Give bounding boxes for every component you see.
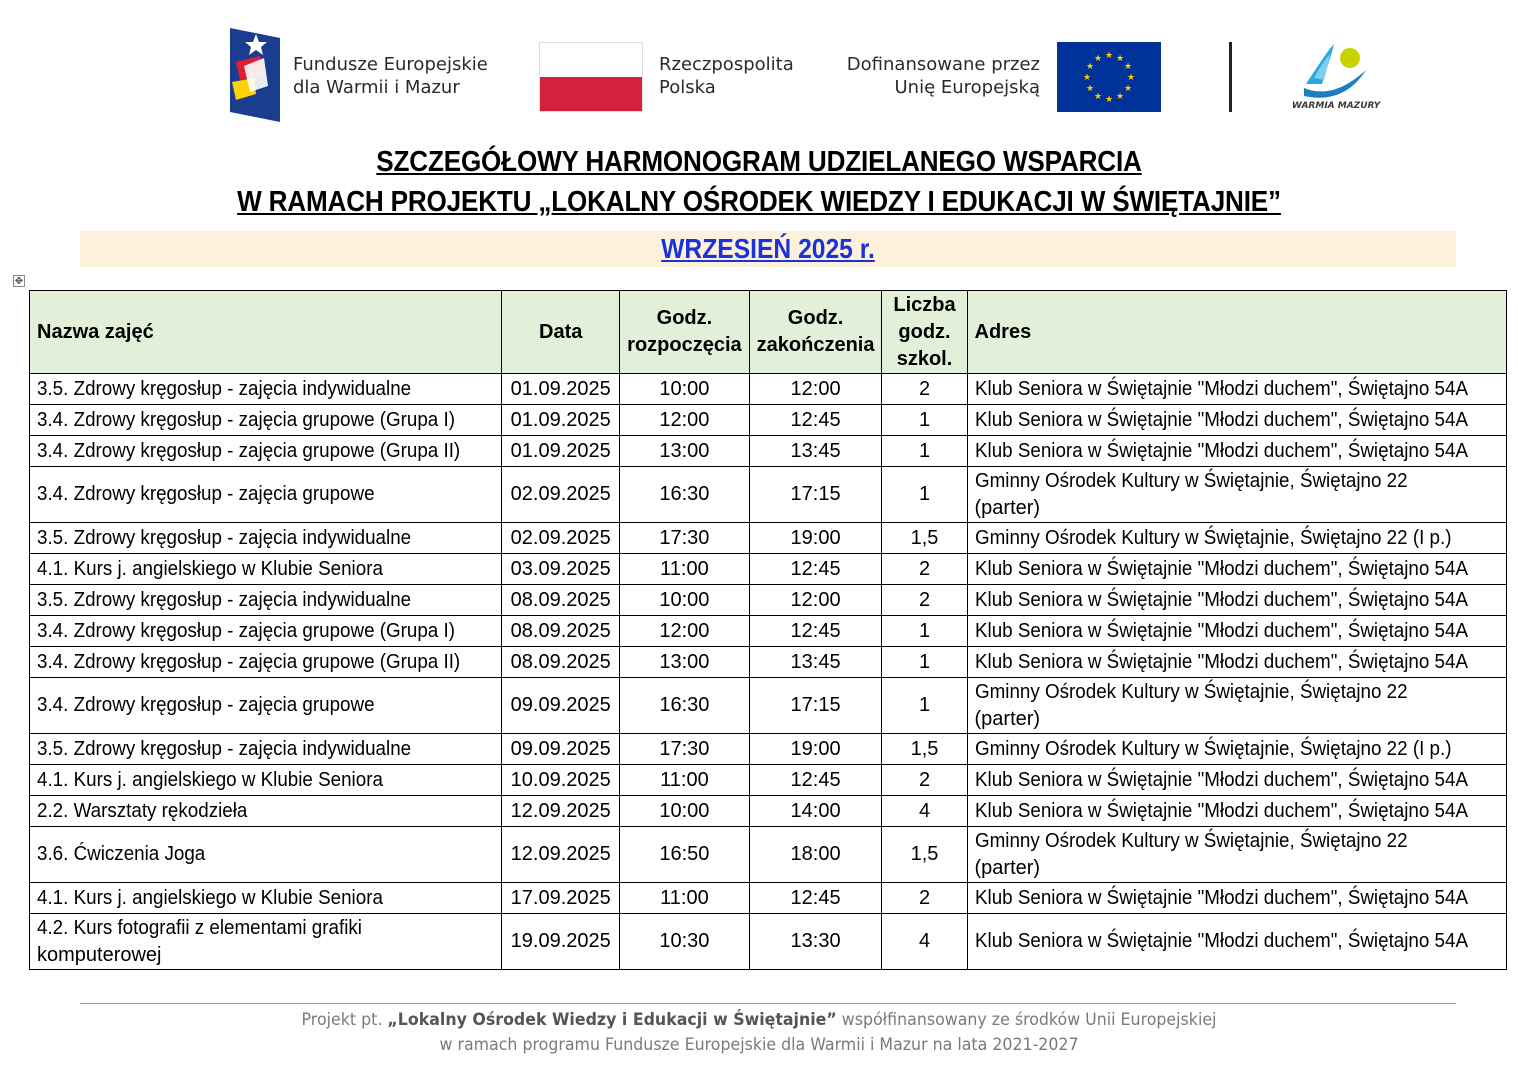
cell-address: Klub Seniora w Świętajnie "Młodzi duchem", Świętajno 54A	[967, 405, 1506, 436]
cell-end: 18:00	[749, 827, 882, 883]
table-move-handle-icon[interactable]: ✥	[14, 276, 24, 287]
header-start	[620, 291, 749, 374]
cell-address	[967, 678, 1506, 734]
cell-hours: 1	[882, 678, 967, 734]
cell-address-line2: (parter)	[974, 856, 1041, 879]
cell-end: 12:45	[749, 883, 882, 914]
cell-start: 12:00	[620, 616, 749, 647]
cell-name: 3.5. Zdrowy kręgosłup - zajęcia indywidualne	[30, 374, 502, 405]
cell-date: 08.09.2025	[502, 585, 620, 616]
pl-logo-text	[659, 53, 794, 99]
cell-end: 12:00	[749, 585, 882, 616]
cell-start: 17:30	[620, 523, 749, 554]
cell-hours: 4	[882, 914, 967, 970]
cell-date: 12.09.2025	[502, 827, 620, 883]
cell-start: 11:00	[620, 883, 749, 914]
eu-line1: Dofinansowane przez	[846, 54, 1040, 75]
table-row	[30, 554, 1507, 585]
cell-end: 13:45	[749, 436, 882, 467]
header-hours	[882, 291, 967, 374]
svg-text:★: ★	[1093, 54, 1103, 64]
cell-address	[967, 827, 1506, 883]
cell-start: 12:00	[620, 405, 749, 436]
cell-address-line1: Gminny Ośrodek Kultury w Świętajnie, Świętajno 22	[974, 469, 1408, 492]
cell-date: 09.09.2025	[502, 734, 620, 765]
cell-start: 13:00	[620, 647, 749, 678]
header-start-line2: rozpoczęcia	[627, 334, 742, 356]
cell-start: 13:00	[620, 436, 749, 467]
svg-text:★: ★	[1085, 62, 1095, 72]
cell-hours: 1	[882, 467, 967, 523]
cell-name: 2.2. Warsztaty rękodzieła	[30, 796, 502, 827]
cell-start: 11:00	[620, 765, 749, 796]
fe-logo-text	[293, 53, 488, 99]
header-name: Nazwa zajęć	[30, 291, 502, 374]
svg-text:★: ★	[1115, 54, 1125, 64]
cell-address: Klub Seniora w Świętajnie "Młodzi duchem", Świętajno 54A	[967, 883, 1506, 914]
cell-hours: 1,5	[882, 827, 967, 883]
cell-name: 3.5. Zdrowy kręgosłup - zajęcia indywidualne	[30, 585, 502, 616]
footer-project-name: „Lokalny Ośrodek Wiedzy i Edukacji w Świętajnie”	[387, 1010, 837, 1030]
cell-name-line2: komputerowej	[37, 943, 162, 966]
cell-address: Klub Seniora w Świętajnie "Młodzi duchem", Świętajno 54A	[967, 647, 1506, 678]
svg-text:★: ★	[1123, 62, 1133, 72]
cell-address: Klub Seniora w Świętajnie "Młodzi duchem", Świętajno 54A	[967, 554, 1506, 585]
logos-bar	[0, 26, 1518, 126]
svg-text:★: ★	[1123, 84, 1133, 94]
footer-line2: w ramach programu Fundusze Europejskie dla Warmii i Mazur na lata 2021-2027	[439, 1035, 1079, 1055]
svg-text:★: ★	[1082, 73, 1092, 83]
table-row	[30, 436, 1507, 467]
cell-hours: 1,5	[882, 523, 967, 554]
cell-address: Klub Seniora w Świętajnie "Młodzi duchem", Świętajno 54A	[967, 436, 1506, 467]
cell-address-line2: (parter)	[974, 707, 1041, 730]
footer-suffix: współfinansowany ze środków Unii Europejskiej	[836, 1010, 1217, 1030]
cell-start: 16:30	[620, 678, 749, 734]
month-banner	[80, 231, 1456, 267]
cell-date: 01.09.2025	[502, 405, 620, 436]
cell-end: 12:45	[749, 616, 882, 647]
cell-name-line1: 4.2. Kurs fotografii z elementami grafiki	[37, 916, 362, 939]
cell-address: Gminny Ośrodek Kultury w Świętajnie, Świętajno 22 (I p.)	[967, 523, 1506, 554]
cell-start: 10:30	[620, 914, 749, 970]
svg-text:★: ★	[1126, 73, 1136, 83]
cell-name: 3.5. Zdrowy kręgosłup - zajęcia indywidualne	[30, 523, 502, 554]
header-hours-line2: godz.	[898, 320, 951, 343]
cell-name: 3.4. Zdrowy kręgosłup - zajęcia grupowe	[30, 678, 502, 734]
header-end	[749, 291, 882, 374]
cell-hours: 1	[882, 436, 967, 467]
svg-text:★: ★	[1115, 92, 1125, 102]
svg-text:★: ★	[1104, 51, 1114, 61]
footer-prefix: Projekt pt.	[301, 1010, 388, 1030]
schedule-table	[29, 290, 1507, 970]
cell-end: 12:45	[749, 405, 882, 436]
footer-divider	[80, 1003, 1456, 1004]
cell-hours: 2	[882, 554, 967, 585]
svg-text:★: ★	[1093, 92, 1103, 102]
cell-start: 10:00	[620, 374, 749, 405]
table-row	[30, 827, 1507, 883]
cell-address	[967, 467, 1506, 523]
cell-end: 12:45	[749, 554, 882, 585]
cell-end: 17:15	[749, 678, 882, 734]
cell-address: Klub Seniora w Świętajnie "Młodzi duchem", Świętajno 54A	[967, 616, 1506, 647]
cell-date: 09.09.2025	[502, 678, 620, 734]
cell-name: 3.5. Zdrowy kręgosłup - zajęcia indywidualne	[30, 734, 502, 765]
table-row	[30, 585, 1507, 616]
document-title-line2: W RAMACH PROJEKTU „LOKALNY OŚRODEK WIEDZY I EDUKACJI W ŚWIĘTAJNIE”	[237, 186, 1281, 218]
cell-name: 3.6. Ćwiczenia Joga	[30, 827, 502, 883]
fe-line2: dla Warmii i Mazur	[293, 77, 460, 98]
svg-text:★: ★	[1104, 95, 1114, 105]
cell-name: 3.4. Zdrowy kręgosłup - zajęcia grupowe (Grupa I)	[30, 405, 502, 436]
cell-end: 13:30	[749, 914, 882, 970]
cell-hours: 1	[882, 405, 967, 436]
cell-name: 3.4. Zdrowy kręgosłup - zajęcia grupowe	[30, 467, 502, 523]
cell-address: Klub Seniora w Świętajnie "Młodzi duchem", Świętajno 54A	[967, 765, 1506, 796]
cell-date: 08.09.2025	[502, 647, 620, 678]
table-row	[30, 647, 1507, 678]
cell-address: Klub Seniora w Świętajnie "Młodzi duchem", Świętajno 54A	[967, 585, 1506, 616]
cell-date: 01.09.2025	[502, 436, 620, 467]
table-row	[30, 374, 1507, 405]
table-row	[30, 796, 1507, 827]
warmia-mazury-logo	[1291, 40, 1381, 116]
eu-logo-text	[840, 53, 1040, 99]
header-date: Data	[502, 291, 620, 374]
cell-start: 17:30	[620, 734, 749, 765]
table-row	[30, 734, 1507, 765]
cell-date: 08.09.2025	[502, 616, 620, 647]
header-end-line2: zakończenia	[756, 334, 875, 356]
cell-address: Klub Seniora w Świętajnie "Młodzi duchem", Świętajno 54A	[967, 374, 1506, 405]
header-address: Adres	[967, 291, 1506, 374]
wm-logo-text: WARMIA MAZURY	[1291, 101, 1381, 111]
cell-address: Gminny Ośrodek Kultury w Świętajnie, Świętajno 22 (I p.)	[967, 734, 1506, 765]
month-label: WRZESIEŃ 2025 r.	[661, 233, 875, 264]
cell-start: 10:00	[620, 585, 749, 616]
cell-name: 4.1. Kurs j. angielskiego w Klubie Seniora	[30, 554, 502, 585]
cell-name	[30, 914, 502, 970]
cell-name: 3.4. Zdrowy kręgosłup - zajęcia grupowe (Grupa I)	[30, 616, 502, 647]
cell-end: 12:00	[749, 374, 882, 405]
cell-hours: 2	[882, 585, 967, 616]
cell-name: 3.4. Zdrowy kręgosłup - zajęcia grupowe (Grupa II)	[30, 647, 502, 678]
table-row	[30, 765, 1507, 796]
document-title-line1: SZCZEGÓŁOWY HARMONOGRAM UDZIELANEGO WSPARCIA	[376, 146, 1142, 178]
header-start-line1: Godz.	[656, 307, 713, 329]
cell-address-line2: (parter)	[974, 496, 1041, 519]
cell-hours: 1	[882, 616, 967, 647]
cell-date: 01.09.2025	[502, 374, 620, 405]
table-row	[30, 405, 1507, 436]
cell-end: 19:00	[749, 523, 882, 554]
cell-start: 16:30	[620, 467, 749, 523]
pl-line2: Polska	[659, 77, 716, 98]
cell-address-line1: Gminny Ośrodek Kultury w Świętajnie, Świętajno 22	[974, 680, 1408, 703]
cell-name: 4.1. Kurs j. angielskiego w Klubie Seniora	[30, 883, 502, 914]
header-hours-line3: szkol.	[896, 347, 953, 370]
cell-end: 19:00	[749, 734, 882, 765]
cell-date: 02.09.2025	[502, 523, 620, 554]
cell-date: 03.09.2025	[502, 554, 620, 585]
cell-hours: 2	[882, 765, 967, 796]
table-row	[30, 883, 1507, 914]
cell-end: 14:00	[749, 796, 882, 827]
table-row	[30, 523, 1507, 554]
cell-start: 10:00	[620, 796, 749, 827]
cell-date: 10.09.2025	[502, 765, 620, 796]
logo-separator	[1229, 42, 1232, 112]
poland-flag	[539, 42, 643, 112]
cell-end: 12:45	[749, 765, 882, 796]
cell-hours: 2	[882, 883, 967, 914]
cell-address: Klub Seniora w Świętajnie "Młodzi duchem", Świętajno 54A	[967, 914, 1506, 970]
cell-address-line1: Gminny Ośrodek Kultury w Świętajnie, Świętajno 22	[974, 829, 1408, 852]
pl-line1: Rzeczpospolita	[659, 54, 794, 75]
cell-end: 13:45	[749, 647, 882, 678]
svg-text:★: ★	[1085, 84, 1095, 94]
cell-start: 11:00	[620, 554, 749, 585]
header-hours-line1: Liczba	[893, 293, 956, 316]
eu-flag	[1057, 42, 1161, 112]
cell-address: Klub Seniora w Świętajnie "Młodzi duchem", Świętajno 54A	[967, 796, 1506, 827]
fundusze-europejskie-logo	[230, 28, 280, 122]
header-end-line1: Godz.	[787, 307, 844, 329]
table-row	[30, 616, 1507, 647]
cell-date: 02.09.2025	[502, 467, 620, 523]
table-row	[30, 914, 1507, 970]
footer-line1	[53, 1010, 1465, 1030]
cell-name: 3.4. Zdrowy kręgosłup - zajęcia grupowe (Grupa II)	[30, 436, 502, 467]
fe-line1: Fundusze Europejskie	[293, 54, 488, 75]
cell-end: 17:15	[749, 467, 882, 523]
table-row	[30, 467, 1507, 523]
cell-date: 12.09.2025	[502, 796, 620, 827]
cell-hours: 2	[882, 374, 967, 405]
table-header-row	[30, 291, 1507, 374]
cell-name: 4.1. Kurs j. angielskiego w Klubie Seniora	[30, 765, 502, 796]
table-row	[30, 678, 1507, 734]
cell-hours: 1,5	[882, 734, 967, 765]
eu-line2: Unię Europejską	[894, 77, 1040, 98]
cell-hours: 4	[882, 796, 967, 827]
cell-date: 19.09.2025	[502, 914, 620, 970]
cell-start: 16:50	[620, 827, 749, 883]
cell-date: 17.09.2025	[502, 883, 620, 914]
cell-hours: 1	[882, 647, 967, 678]
